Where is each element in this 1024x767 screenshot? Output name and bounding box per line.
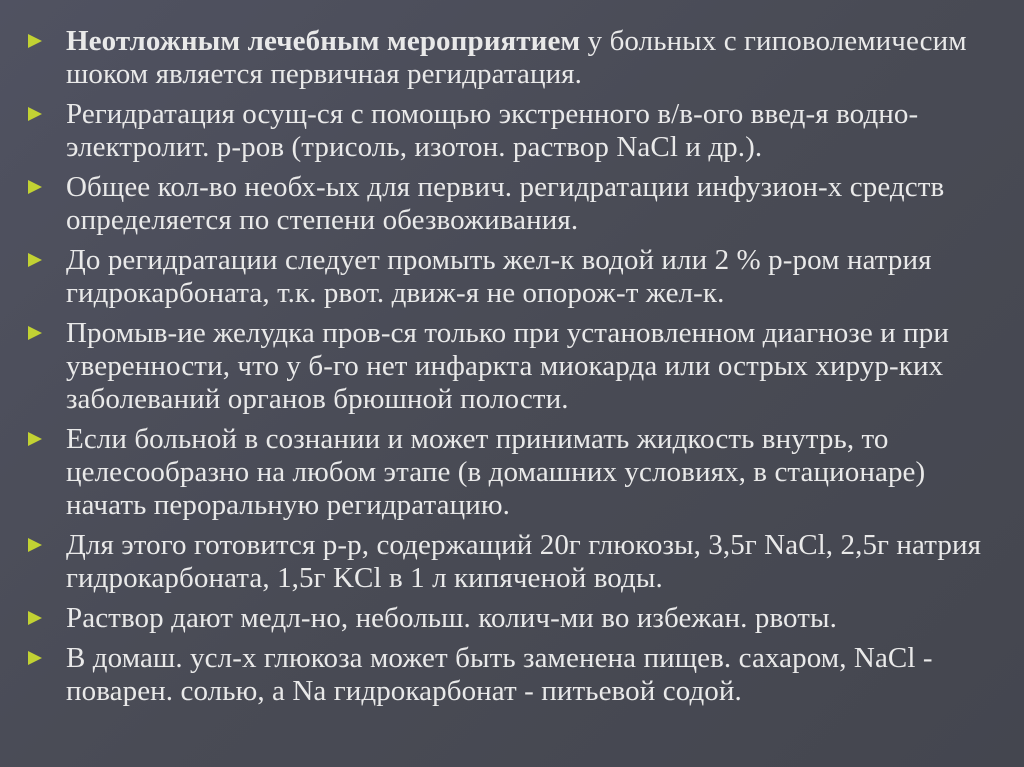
bullet-item-1-bold: Неотложным лечебным мероприятием [66, 25, 581, 57]
bullet-item-6 [28, 423, 1003, 522]
bullet-item-9-text: В домаш. усл-х глюкоза может быть заменена пищев. сахаром, NaCl - поварен. солью, а Na гидрокарбонат - питьевой содой. [66, 642, 933, 707]
bullet-item-5-text: Промыв-ие желудка пров-ся только при установленном диагнозе и при уверенности, что у б-го нет инфаркта миокарда или острых хирур-ких заболеваний органов брюшной полости. [66, 317, 949, 415]
bullet-item-4 [28, 244, 1003, 310]
bullet-item-9 [28, 642, 1003, 708]
bullet-item-3 [28, 171, 1003, 237]
bullet-item-3-text: Общее кол-во необх-ых для первич. регидратации инфузион-х средств определяется по степени обезвоживания. [66, 171, 945, 236]
bullet-item-5 [28, 317, 1003, 416]
triangle-right-icon [28, 253, 42, 267]
bullet-item-4-text: До регидратации следует промыть жел-к водой или 2 % р-ром натрия гидрокарбоната, т.к. рвот. движ-я не опорож-т жел-к. [66, 244, 932, 309]
bullet-item-8 [28, 602, 1003, 635]
triangle-right-icon [28, 107, 42, 121]
bullet-item-6-text: Если больной в сознании и может принимать жидкость внутрь, то целесообразно на любом этапе (в домашних условиях, в стационаре) начать пероральную регидратацию. [66, 423, 926, 521]
bullet-list [28, 25, 1003, 715]
triangle-right-icon [28, 180, 42, 194]
triangle-right-icon [28, 538, 42, 552]
bullet-item-7-text: Для этого готовится р-р, содержащий 20г глюкозы, 3,5г NaCl, 2,5г натрия гидрокарбоната, 1,5г KCl в 1 л кипяченой воды. [66, 529, 982, 594]
bullet-item-2-text: Регидратация осущ-ся с помощью экстренного в/в-ого введ-я водно-электролит. р-ров (трисоль, изотон. раствор NaCl и др.). [66, 98, 919, 163]
triangle-right-icon [28, 651, 42, 665]
triangle-right-icon [28, 326, 42, 340]
bullet-item-8-text: Раствор дают медл-но, небольш. колич-ми во избежан. рвоты. [66, 602, 837, 634]
bullet-item-1-text: у больных с гиповолемичесим шоком является первичная регидратация. [66, 25, 967, 90]
bullet-item-1 [28, 25, 1003, 91]
triangle-right-icon [28, 34, 42, 48]
triangle-right-icon [28, 432, 42, 446]
bullet-item-7 [28, 529, 1003, 595]
bullet-item-2 [28, 98, 1003, 164]
triangle-right-icon [28, 611, 42, 625]
